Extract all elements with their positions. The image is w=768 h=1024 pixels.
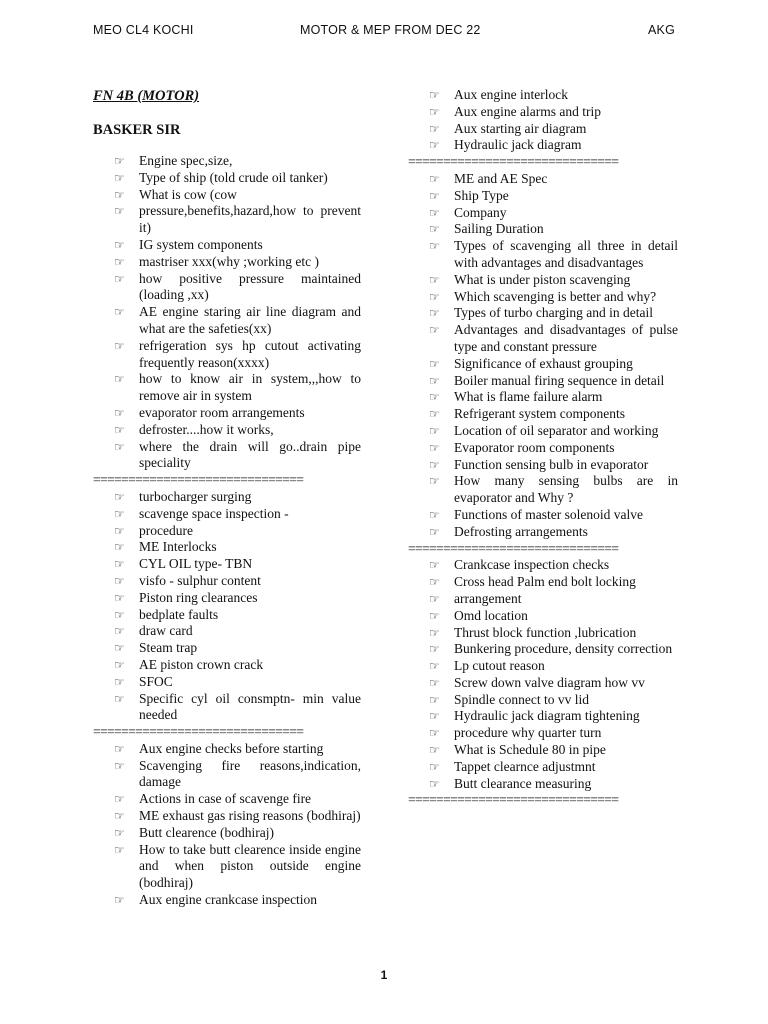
list-item-text: turbocharger surging <box>139 488 252 504</box>
pointing-hand-icon: ☞ <box>114 405 125 420</box>
list-item-text: Thrust block function ,lubrication <box>454 624 637 640</box>
right-column <box>408 87 678 809</box>
pointing-hand-icon: ☞ <box>114 372 125 387</box>
list-item-text: defroster....how it works, <box>139 421 274 437</box>
list-item <box>408 591 678 608</box>
list-item <box>408 625 678 642</box>
pointing-hand-icon: ☞ <box>429 507 440 522</box>
list-item-text: Types of turbo charging and in detail <box>454 305 654 321</box>
pointing-hand-icon: ☞ <box>429 558 440 573</box>
left-column <box>93 87 361 909</box>
list-item <box>93 523 361 540</box>
list-item-text: How to take butt clearence inside engine and when piston outside engine (bodhiraj) <box>139 841 361 891</box>
separator-line: ============================== <box>408 792 619 808</box>
list-item <box>93 506 361 523</box>
list-item <box>408 171 678 188</box>
pointing-hand-icon: ☞ <box>429 289 440 304</box>
pointing-hand-icon: ☞ <box>429 726 440 741</box>
pointing-hand-icon: ☞ <box>429 776 440 791</box>
pointing-hand-icon: ☞ <box>429 675 440 690</box>
list-item-text: Omd location <box>454 607 528 623</box>
header-right: AKG <box>648 23 675 37</box>
list-item <box>93 422 361 439</box>
list-item <box>408 708 678 725</box>
list-item <box>93 237 361 254</box>
list-item <box>408 658 678 675</box>
list-item <box>408 675 678 692</box>
list-item <box>408 205 678 222</box>
header-center: MOTOR & MEP FROM DEC 22 <box>300 23 481 37</box>
pointing-hand-icon: ☞ <box>429 692 440 707</box>
pointing-hand-icon: ☞ <box>429 474 440 489</box>
list-item-text: visfo - sulphur content <box>139 572 261 588</box>
list-item <box>93 842 361 892</box>
list-item <box>93 791 361 808</box>
pointing-hand-icon: ☞ <box>114 842 125 857</box>
list-item-text: Crankcase inspection checks <box>454 557 610 573</box>
list-item-text: Butt clearance measuring <box>454 775 592 791</box>
pointing-hand-icon: ☞ <box>114 657 125 672</box>
pointing-hand-icon: ☞ <box>429 222 440 237</box>
list-item <box>93 741 361 758</box>
pointing-hand-icon: ☞ <box>114 792 125 807</box>
pointing-hand-icon: ☞ <box>429 356 440 371</box>
list-item-text: Aux engine alarms and trip <box>454 103 601 119</box>
left-question-blocks <box>93 153 361 909</box>
pointing-hand-icon: ☞ <box>114 691 125 706</box>
list-item-text: ME Interlocks <box>139 539 217 555</box>
list-item-text: where the drain will go..drain pipe speciality <box>139 438 361 471</box>
list-item <box>408 692 678 709</box>
list-item <box>93 691 361 725</box>
pointing-hand-icon: ☞ <box>114 439 125 454</box>
list-item <box>93 758 361 792</box>
pointing-hand-icon: ☞ <box>429 423 440 438</box>
pointing-hand-icon: ☞ <box>429 407 440 422</box>
list-item <box>408 406 678 423</box>
list-item <box>408 188 678 205</box>
list-item-text: evaporator room arrangements <box>139 404 305 420</box>
list-item <box>408 574 678 591</box>
list-item <box>408 557 678 574</box>
list-item-text: Types of scavenging all three in detail with advantages and disadvantages <box>454 238 678 270</box>
list-item-text: Aux engine crankcase inspection <box>139 892 318 908</box>
list-item <box>408 221 678 238</box>
list-item <box>93 170 361 187</box>
list-item <box>408 137 678 154</box>
list-item <box>408 322 678 356</box>
pointing-hand-icon: ☞ <box>114 607 125 622</box>
pointing-hand-icon: ☞ <box>114 540 125 555</box>
pointing-hand-icon: ☞ <box>429 171 440 186</box>
list-item <box>93 405 361 422</box>
list-item-text: Which scavenging is better and why? <box>454 288 657 304</box>
list-item-text: Tappet clearnce adjustmnt <box>454 758 596 774</box>
list-item-text: how positive pressure maintained (loading ,xx) <box>139 270 361 303</box>
list-item-text: Refrigerant system components <box>454 406 625 422</box>
list-item <box>408 289 678 306</box>
list-item-text: Advantages and disadvantages of pulse type and constant pressure <box>454 322 678 354</box>
list-item <box>408 641 678 658</box>
list-item <box>93 489 361 506</box>
pointing-hand-icon: ☞ <box>429 659 440 674</box>
list-item <box>93 892 361 909</box>
question-list <box>93 741 361 909</box>
examiner-name: BASKER SIR <box>93 122 181 138</box>
question-list <box>93 489 361 724</box>
pointing-hand-icon: ☞ <box>114 187 125 202</box>
list-item-text: What is cow (cow <box>139 186 237 202</box>
list-item-text: Spindle connect to vv lid <box>454 691 589 707</box>
list-item-text: Company <box>454 204 507 220</box>
pointing-hand-icon: ☞ <box>429 323 440 338</box>
pointing-hand-icon: ☞ <box>429 524 440 539</box>
list-item <box>408 305 678 322</box>
pointing-hand-icon: ☞ <box>429 88 440 102</box>
list-item-text: Sailing Duration <box>454 221 544 237</box>
list-item <box>408 473 678 507</box>
list-item <box>93 640 361 657</box>
list-item <box>93 825 361 842</box>
pointing-hand-icon: ☞ <box>114 590 125 605</box>
list-item-text: how to know air in system,,,how to remove air in system <box>139 371 361 404</box>
list-item-text: Ship Type <box>454 187 509 203</box>
question-list <box>93 153 361 472</box>
list-item <box>93 539 361 556</box>
list-item-text: Defrosting arrangements <box>454 523 588 539</box>
pointing-hand-icon: ☞ <box>114 154 125 168</box>
list-item <box>408 742 678 759</box>
pointing-hand-icon: ☞ <box>114 338 125 353</box>
list-item-text: Actions in case of scavenge fire <box>139 791 312 807</box>
list-item-text: Screw down valve diagram how vv <box>454 674 645 690</box>
section-title: FN 4B (MOTOR) <box>93 88 200 104</box>
list-item <box>93 187 361 204</box>
list-item <box>408 440 678 457</box>
list-item-text: IG system components <box>139 236 263 252</box>
list-item-text: ME exhaust gas rising reasons (bodhiraj) <box>139 808 361 824</box>
separator-line: ============================== <box>408 154 619 170</box>
page-number: 1 <box>380 968 388 982</box>
list-item-text: refrigeration sys hp cutout activating frequently reason(xxxx) <box>139 337 361 370</box>
list-item <box>408 87 678 104</box>
pointing-hand-icon: ☞ <box>114 254 125 269</box>
list-item-text: Type of ship (told crude oil tanker) <box>139 169 328 185</box>
list-item <box>408 389 678 406</box>
list-item-text: Hydraulic jack diagram <box>454 137 582 153</box>
pointing-hand-icon: ☞ <box>114 674 125 689</box>
list-item-text: What is Schedule 80 in pipe <box>454 742 606 758</box>
pointing-hand-icon: ☞ <box>429 239 440 254</box>
list-item-text: Boiler manual firing sequence in detail <box>454 372 665 388</box>
pointing-hand-icon: ☞ <box>429 373 440 388</box>
list-item-text: mastriser xxx(why ;working etc ) <box>139 253 319 269</box>
list-item-text: Piston ring clearances <box>139 589 258 605</box>
list-item-text: Specific cyl oil consmptn- min value needed <box>139 690 361 723</box>
list-item-text: Evaporator room components <box>454 439 615 455</box>
list-item <box>408 457 678 474</box>
right-question-blocks <box>408 87 678 809</box>
list-item <box>408 356 678 373</box>
pointing-hand-icon: ☞ <box>429 138 440 153</box>
list-item-text: Steam trap <box>139 640 198 656</box>
pointing-hand-icon: ☞ <box>114 624 125 639</box>
list-item-text: Scavenging fire reasons,indication, damage <box>139 757 361 790</box>
pointing-hand-icon: ☞ <box>114 506 125 521</box>
list-item <box>93 439 361 473</box>
list-item <box>93 607 361 624</box>
question-list <box>408 171 678 541</box>
list-item-text: scavenge space inspection - <box>139 505 289 521</box>
pointing-hand-icon: ☞ <box>114 422 125 437</box>
list-item-text: procedure why quarter turn <box>454 725 602 741</box>
pointing-hand-icon: ☞ <box>114 825 125 840</box>
list-item <box>408 608 678 625</box>
pointing-hand-icon: ☞ <box>114 893 125 908</box>
pointing-hand-icon: ☞ <box>429 709 440 724</box>
list-item <box>93 153 361 170</box>
pointing-hand-icon: ☞ <box>429 188 440 203</box>
list-item-text: Cross head Palm end bolt locking <box>454 574 636 590</box>
list-item <box>93 623 361 640</box>
pointing-hand-icon: ☞ <box>429 390 440 405</box>
pointing-hand-icon: ☞ <box>114 170 125 185</box>
list-item-text: draw card <box>139 623 193 639</box>
list-item <box>408 121 678 138</box>
list-item-text: Significance of exhaust grouping <box>454 355 633 371</box>
pointing-hand-icon: ☞ <box>114 557 125 572</box>
list-item-text: Aux starting air diagram <box>454 120 587 136</box>
pointing-hand-icon: ☞ <box>114 204 125 219</box>
pointing-hand-icon: ☞ <box>429 205 440 220</box>
list-item <box>93 203 361 237</box>
pointing-hand-icon: ☞ <box>429 642 440 657</box>
pointing-hand-icon: ☞ <box>429 440 440 455</box>
list-item-text: AE piston crown crack <box>139 656 264 672</box>
pointing-hand-icon: ☞ <box>429 272 440 287</box>
pointing-hand-icon: ☞ <box>429 625 440 640</box>
list-item-text: Aux engine checks before starting <box>139 740 324 756</box>
pointing-hand-icon: ☞ <box>429 306 440 321</box>
pointing-hand-icon: ☞ <box>114 809 125 824</box>
list-item-text: What is under piston scavenging <box>454 271 631 287</box>
list-item-text: procedure <box>139 522 193 538</box>
list-item-text: arrangement <box>454 590 522 606</box>
list-item <box>93 304 361 338</box>
list-item <box>93 674 361 691</box>
pointing-hand-icon: ☞ <box>429 743 440 758</box>
separator-line: ============================== <box>408 540 619 556</box>
list-item <box>93 271 361 305</box>
pointing-hand-icon: ☞ <box>114 641 125 656</box>
list-item-text: Engine spec,size, <box>139 153 233 168</box>
list-item-text: ME and AE Spec <box>454 170 548 186</box>
pointing-hand-icon: ☞ <box>429 608 440 623</box>
pointing-hand-icon: ☞ <box>429 121 440 136</box>
list-item-text: bedplate faults <box>139 606 219 622</box>
list-item-text: Function sensing bulb in evaporator <box>454 456 649 472</box>
pointing-hand-icon: ☞ <box>429 575 440 590</box>
list-item-text: What is flame failure alarm <box>454 389 603 405</box>
list-item-text: Bunkering procedure, density correction <box>454 641 673 657</box>
pointing-hand-icon: ☞ <box>114 573 125 588</box>
list-item <box>408 373 678 390</box>
list-item <box>408 776 678 793</box>
list-item-text: Butt clearence (bodhiraj) <box>139 824 274 840</box>
list-item <box>408 104 678 121</box>
pointing-hand-icon: ☞ <box>429 759 440 774</box>
pointing-hand-icon: ☞ <box>429 591 440 606</box>
separator-line: ============================== <box>93 724 304 740</box>
list-item-text: AE engine staring air line diagram and what are the safeties(xx) <box>139 304 361 336</box>
list-item-text: CYL OIL type- TBN <box>139 556 253 572</box>
list-item-text: Hydraulic jack diagram tightening <box>454 708 640 724</box>
list-item <box>93 254 361 271</box>
list-item <box>93 338 361 372</box>
separator-line: ============================== <box>93 472 304 488</box>
list-item <box>93 556 361 573</box>
pointing-hand-icon: ☞ <box>114 305 125 320</box>
list-item-text: Functions of master solenoid valve <box>454 506 643 522</box>
pointing-hand-icon: ☞ <box>429 457 440 472</box>
list-item <box>93 657 361 674</box>
pointing-hand-icon: ☞ <box>114 489 125 504</box>
pointing-hand-icon: ☞ <box>429 104 440 119</box>
list-item <box>93 573 361 590</box>
header-left: MEO CL4 KOCHI <box>93 23 194 37</box>
list-item <box>408 238 678 272</box>
list-item <box>93 808 361 825</box>
list-item <box>408 725 678 742</box>
pointing-hand-icon: ☞ <box>114 758 125 773</box>
list-item-text: Location of oil separator and working <box>454 422 659 438</box>
list-item-text: pressure,benefits,hazard,how to prevent it) <box>139 203 361 236</box>
question-list <box>408 557 678 792</box>
list-item <box>408 507 678 524</box>
list-item <box>408 272 678 289</box>
list-item-text: Lp cutout reason <box>454 658 545 674</box>
list-item <box>408 524 678 541</box>
pointing-hand-icon: ☞ <box>114 237 125 252</box>
list-item-text: SFOC <box>139 673 173 689</box>
list-item <box>408 423 678 440</box>
list-item <box>93 590 361 607</box>
pointing-hand-icon: ☞ <box>114 741 125 756</box>
pointing-hand-icon: ☞ <box>114 523 125 538</box>
list-item-text: Aux engine interlock <box>454 87 568 102</box>
question-list <box>408 87 678 154</box>
list-item-text: How many sensing bulbs are in evaporator and Why ? <box>454 473 678 506</box>
pointing-hand-icon: ☞ <box>114 271 125 286</box>
list-item <box>408 759 678 776</box>
list-item <box>93 371 361 405</box>
